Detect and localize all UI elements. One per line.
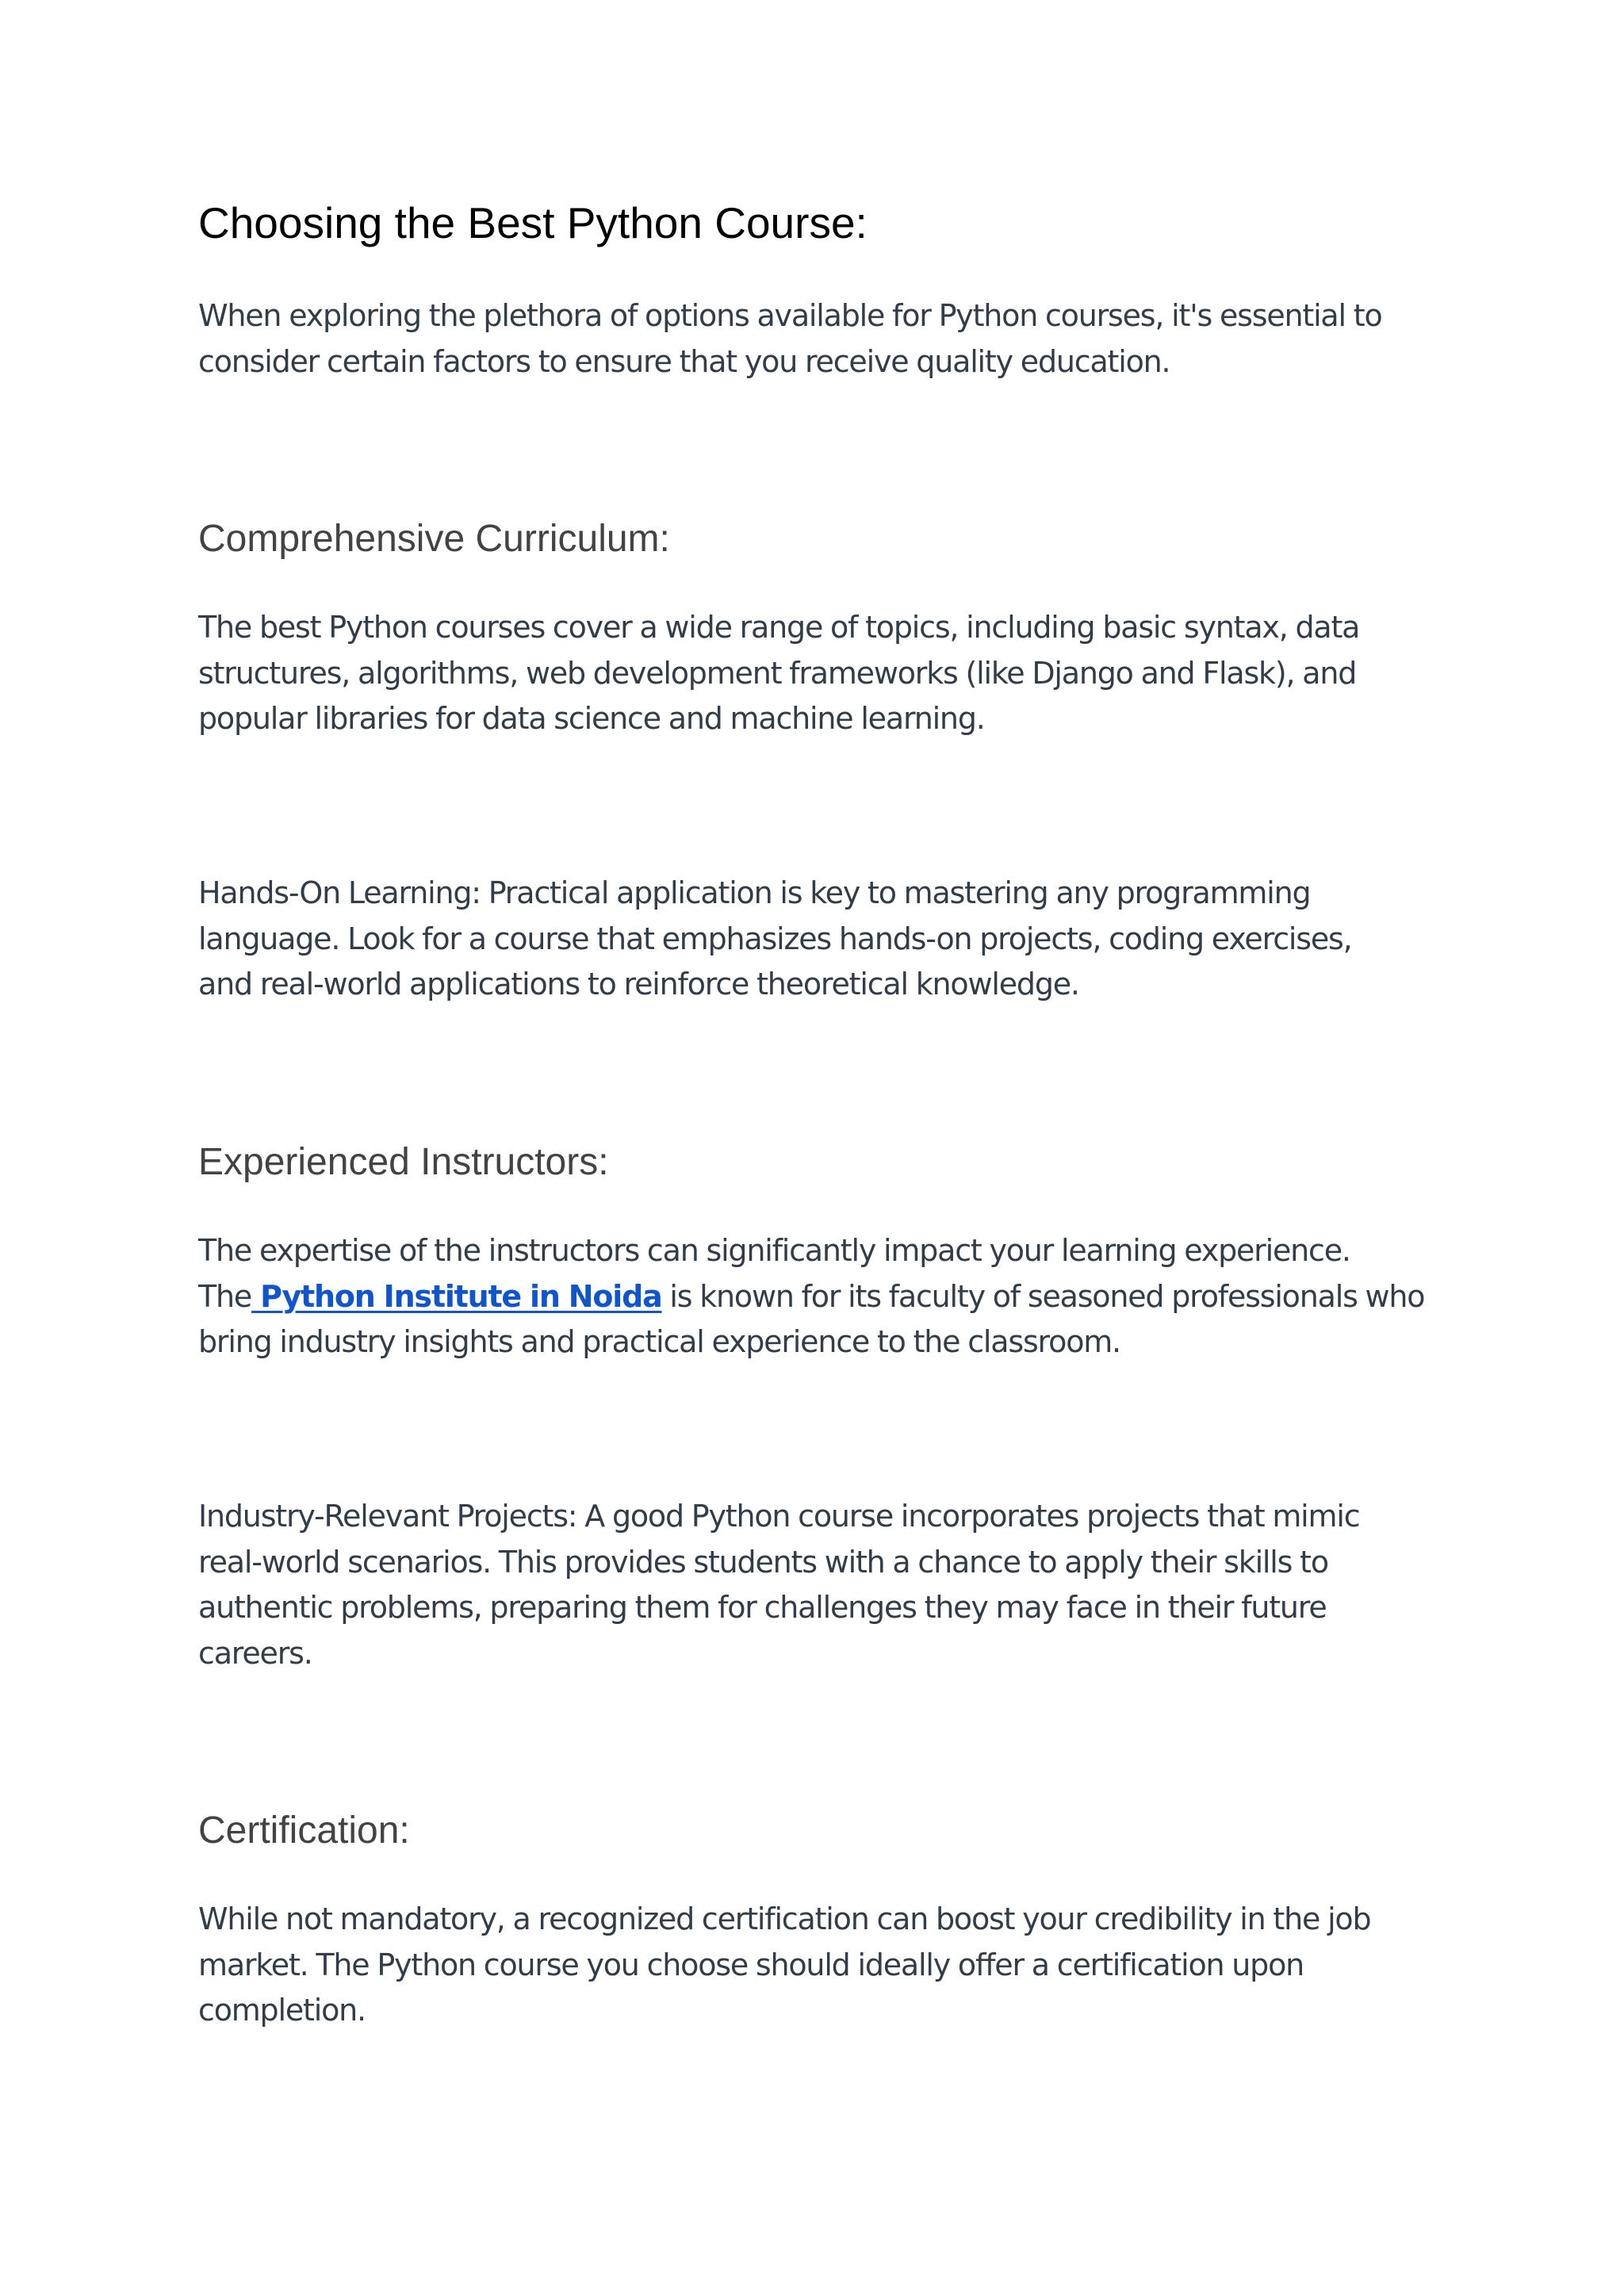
- paragraph-line: When exploring the plethora of options available for Python courses, it's essential to: [198, 298, 1382, 333]
- section-heading-curriculum: Comprehensive Curriculum:: [198, 518, 670, 560]
- paragraph-line: The expertise of the instructors can significantly impact your learning experience.: [198, 1233, 1350, 1268]
- section-heading-certification: Certification:: [198, 1810, 410, 1852]
- paragraph-line: real-world scenarios. This provides students with a chance to apply their skills to: [198, 1544, 1328, 1580]
- curriculum-paragraph: [198, 605, 1467, 742]
- projects-paragraph: [198, 1494, 1467, 1676]
- paragraph-line: and real-world applications to reinforce theoretical knowledge.: [198, 967, 1079, 1001]
- paragraph-line: completion.: [198, 1993, 366, 2028]
- paragraph-line: Industry-Relevant Projects: A good Python course incorporates projects that mimic: [198, 1499, 1360, 1534]
- paragraph-line: authentic problems, preparing them for challenges they may face in their future: [198, 1590, 1327, 1625]
- paragraph-line: structures, algorithms, web development frameworks (like Django and Flask), and: [198, 655, 1357, 691]
- paragraph-line: careers.: [198, 1635, 312, 1671]
- intro-paragraph: [198, 293, 1467, 385]
- section-heading-instructors: Experienced Instructors:: [198, 1141, 609, 1183]
- paragraph-line: While not mandatory, a recognized certification can boost your credibility in the job: [198, 1901, 1371, 1936]
- paragraph-line: Hands-On Learning: Practical application is key to mastering any programming: [198, 875, 1311, 910]
- paragraph-line: market. The Python course you choose should ideally offer a certification upon: [198, 1947, 1304, 1982]
- line-prefix: The: [198, 1278, 252, 1314]
- hands-on-paragraph: [198, 871, 1467, 1008]
- paragraph-line: language. Look for a course that emphasizes hands-on projects, coding exercises,: [198, 921, 1352, 956]
- instructors-paragraph: [198, 1228, 1467, 1365]
- line-suffix: is known for its faculty of seasoned professionals who: [661, 1278, 1425, 1314]
- paragraph-line: [198, 1274, 1467, 1320]
- certification-paragraph: [198, 1897, 1467, 2034]
- paragraph-line: The best Python courses cover a wide range of topics, including basic syntax, data: [198, 610, 1360, 645]
- paragraph-line: popular libraries for data science and machine learning.: [198, 701, 985, 736]
- paragraph-line: bring industry insights and practical experience to the classroom.: [198, 1324, 1120, 1359]
- document-title: Choosing the Best Python Course:: [198, 198, 868, 247]
- paragraph-line: consider certain factors to ensure that you receive quality education.: [198, 343, 1170, 379]
- python-institute-link[interactable]: Python Institute in Noida: [251, 1278, 662, 1314]
